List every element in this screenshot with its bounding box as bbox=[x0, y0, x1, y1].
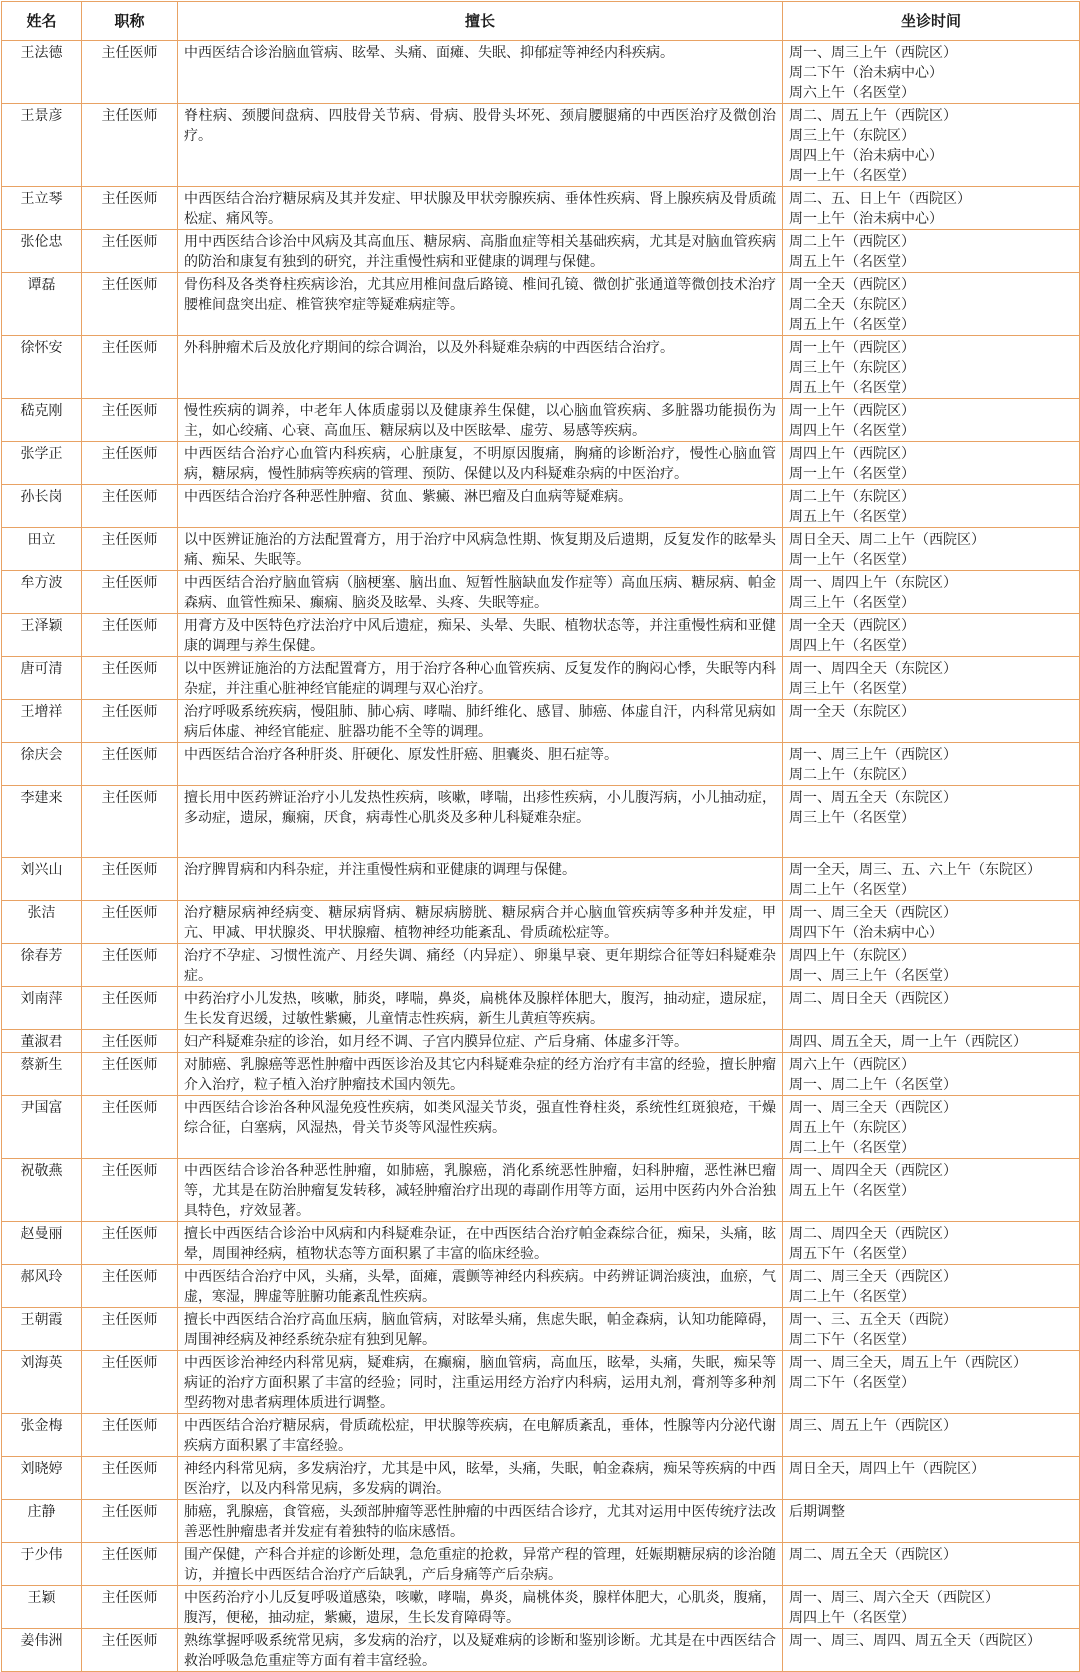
header-schedule: 坐诊时间 bbox=[783, 2, 1080, 41]
doctor-title: 主任医师 bbox=[82, 1414, 178, 1457]
table-row bbox=[2, 987, 1080, 1030]
schedule-line: 周二上午（西院区） bbox=[789, 234, 915, 250]
doctor-specialty: 中西医诊治神经内科常见病，疑难病，在癫痫，脑血管病，高血压，眩晕，头痛，失眠，痴呆等病证的治疗方面积累了丰富的经验；同时，注重运用经方治疗内科病，运用丸剂，膏剂等多种剂型药物对患者病理体质进行调整。 bbox=[178, 1351, 783, 1414]
table-row bbox=[2, 1053, 1080, 1096]
schedule-cell bbox=[783, 1629, 1080, 1672]
doctor-name: 唐可清 bbox=[2, 657, 82, 700]
doctor-title: 主任医师 bbox=[82, 230, 178, 273]
schedule-cell bbox=[783, 1030, 1080, 1053]
table-row bbox=[2, 901, 1080, 944]
doctor-title: 主任医师 bbox=[82, 399, 178, 442]
table-row bbox=[2, 399, 1080, 442]
table-row bbox=[2, 1222, 1080, 1265]
doctor-specialty: 中西医结合治疗中风，头痛，头晕，面瘫，震颤等神经内科疾病。中药辨证调治痰浊，血瘀，气虚，寒湿，脾虚等脏腑功能紊乱性疾病。 bbox=[178, 1265, 783, 1308]
doctor-name: 姜伟洲 bbox=[2, 1629, 82, 1672]
doctor-specialty: 中西医结合治疗各种恶性肿瘤、贫血、紫癜、淋巴瘤及白血病等疑难病。 bbox=[178, 485, 783, 528]
table-row bbox=[2, 1586, 1080, 1629]
schedule-line: 周二、周四全天（西院区） bbox=[789, 1226, 957, 1242]
doctor-name: 王颖 bbox=[2, 1586, 82, 1629]
schedule-line: 周二上午（东院区） bbox=[789, 767, 915, 783]
doctor-specialty: 用中西医结合诊治中风病及其高血压、糖尿病、高脂血症等相关基础疾病，尤其是对脑血管疾病的防治和康复有独到的研究，并注重慢性病和亚健康的调理与保健。 bbox=[178, 230, 783, 273]
schedule-line: 周一上午（名医堂） bbox=[789, 168, 915, 184]
schedule-line: 周一、周二上午（名医堂） bbox=[789, 1077, 957, 1093]
doctor-name: 徐春芳 bbox=[2, 944, 82, 987]
schedule-cell bbox=[783, 987, 1080, 1030]
schedule-cell bbox=[783, 1265, 1080, 1308]
schedule-line: 周日全天，周四上午（西院区） bbox=[789, 1461, 985, 1477]
schedule-line: 周一全天（西院区） bbox=[789, 618, 915, 634]
schedule-line: 周二下午（名医堂） bbox=[789, 1375, 915, 1391]
schedule-line: 周二上午（名医堂） bbox=[789, 1140, 915, 1156]
doctor-specialty: 中西医结合诊治各种风湿免疫性疾病，如类风湿关节炎，强直性脊柱炎，系统性红斑狼疮，干燥综合征，白塞病，风湿热，骨关节炎等风湿性疾病。 bbox=[178, 1096, 783, 1159]
doctor-name: 牟方波 bbox=[2, 571, 82, 614]
doctor-name: 刘兴山 bbox=[2, 858, 82, 901]
schedule-line: 周二上午（名医堂） bbox=[789, 1289, 915, 1305]
schedule-line: 周四上午（名医堂） bbox=[789, 1610, 915, 1626]
schedule-cell bbox=[783, 1457, 1080, 1500]
schedule-cell bbox=[783, 1500, 1080, 1543]
doctor-title: 主任医师 bbox=[82, 41, 178, 104]
doctor-specialty: 肺癌，乳腺癌，食管癌，头颈部肿瘤等恶性肿瘤的中西医结合诊疗，尤其对运用中医传统疗法改善恶性肿瘤患者并发症有着独特的临床感悟。 bbox=[178, 1500, 783, 1543]
schedule-cell bbox=[783, 1222, 1080, 1265]
doctor-specialty: 中西医结合诊治脑血管病、眩晕、头痛、面瘫、失眠、抑郁症等神经内科疾病。 bbox=[178, 41, 783, 104]
schedule-cell bbox=[783, 336, 1080, 399]
schedule-line: 周二、周五全天（西院区） bbox=[789, 1547, 957, 1563]
schedule-line: 周二、五、日上午（西院区） bbox=[789, 191, 971, 207]
doctor-name: 张伦忠 bbox=[2, 230, 82, 273]
schedule-line: 周一、周三、周四、周五全天（西院区） bbox=[789, 1633, 1041, 1649]
schedule-line: 周一、周三全天（西院区） bbox=[789, 905, 957, 921]
doctor-title: 主任医师 bbox=[82, 944, 178, 987]
doctor-title: 主任医师 bbox=[82, 858, 178, 901]
doctor-schedule-table bbox=[1, 1, 1080, 1672]
doctor-title: 主任医师 bbox=[82, 901, 178, 944]
doctor-name: 谭磊 bbox=[2, 273, 82, 336]
table-row bbox=[2, 1629, 1080, 1672]
schedule-cell bbox=[783, 1414, 1080, 1457]
schedule-line: 周三、周五上午（西院区） bbox=[789, 1418, 957, 1434]
doctor-name: 尹国富 bbox=[2, 1096, 82, 1159]
doctor-title: 主任医师 bbox=[82, 485, 178, 528]
doctor-title: 主任医师 bbox=[82, 1265, 178, 1308]
table-row bbox=[2, 104, 1080, 187]
table-row bbox=[2, 858, 1080, 901]
doctor-name: 孙长岗 bbox=[2, 485, 82, 528]
table-row bbox=[2, 700, 1080, 743]
doctor-title: 主任医师 bbox=[82, 1586, 178, 1629]
doctor-name: 王法德 bbox=[2, 41, 82, 104]
schedule-line: 周日全天、周二上午（西院区） bbox=[789, 532, 985, 548]
doctor-title: 主任医师 bbox=[82, 442, 178, 485]
table-body bbox=[2, 41, 1080, 1672]
table-row bbox=[2, 41, 1080, 104]
schedule-line: 周一、周三全天，周五上午（西院区） bbox=[789, 1355, 1027, 1371]
header-title: 职称 bbox=[82, 2, 178, 41]
doctor-specialty: 中西医结合治疗糖尿病，骨质疏松症，甲状腺等疾病，在电解质紊乱，垂体，性腺等内分泌代谢疾病方面积累了丰富经验。 bbox=[178, 1414, 783, 1457]
schedule-cell bbox=[783, 743, 1080, 786]
table-row bbox=[2, 1265, 1080, 1308]
schedule-line: 周一、周三、周六全天（西院区） bbox=[789, 1590, 999, 1606]
schedule-line: 周二全天（东院区） bbox=[789, 297, 915, 313]
doctor-specialty: 慢性疾病的调养，中老年人体质虚弱以及健康养生保健，以心脑血管疾病、多脏器功能损伤为主，如心绞痛、心衰、高血压、糖尿病以及中医眩晕、虚劳、易感等疾病。 bbox=[178, 399, 783, 442]
doctor-title: 主任医师 bbox=[82, 336, 178, 399]
schedule-line: 周五上午（名医堂） bbox=[789, 380, 915, 396]
schedule-cell bbox=[783, 41, 1080, 104]
table-row bbox=[2, 442, 1080, 485]
doctor-name: 嵇克刚 bbox=[2, 399, 82, 442]
table-row bbox=[2, 1457, 1080, 1500]
doctor-specialty: 熟练掌握呼吸系统常见病，多发病的治疗，以及疑难病的诊断和鉴别诊断。尤其是在中西医结合救治呼吸急危重症等方面有着丰富经验。 bbox=[178, 1629, 783, 1672]
doctor-name: 祝敬燕 bbox=[2, 1159, 82, 1222]
doctor-title: 主任医师 bbox=[82, 1543, 178, 1586]
doctor-name: 王立琴 bbox=[2, 187, 82, 230]
table-row bbox=[2, 944, 1080, 987]
doctor-title: 主任医师 bbox=[82, 1053, 178, 1096]
doctor-title: 主任医师 bbox=[82, 1030, 178, 1053]
schedule-line: 周六上午（名医堂） bbox=[789, 85, 915, 101]
schedule-line: 周二上午（名医堂） bbox=[789, 882, 915, 898]
schedule-cell bbox=[783, 1308, 1080, 1351]
doctor-specialty: 中药治疗小儿发热，咳嗽，肺炎，哮喘，鼻炎，扁桃体及腺样体肥大，腹泻，抽动症，遗尿症，生长发育迟缓，过敏性紫癜，儿童情志性疾病，新生儿黄疸等疾病。 bbox=[178, 987, 783, 1030]
schedule-cell bbox=[783, 528, 1080, 571]
schedule-line: 周一上午（治未病中心） bbox=[789, 211, 943, 227]
doctor-specialty: 妇产科疑难杂症的诊治，如月经不调、子宫内膜异位症、产后身痛、体虚多汗等。 bbox=[178, 1030, 783, 1053]
doctor-title: 主任医师 bbox=[82, 786, 178, 858]
table-row bbox=[2, 273, 1080, 336]
table-row bbox=[2, 1543, 1080, 1586]
schedule-line: 周三上午（东院区） bbox=[789, 128, 915, 144]
schedule-line: 周一、周三上午（西院区） bbox=[789, 747, 957, 763]
schedule-line: 周四上午（东院区） bbox=[789, 948, 915, 964]
table-row bbox=[2, 187, 1080, 230]
doctor-title: 主任医师 bbox=[82, 1351, 178, 1414]
table-row bbox=[2, 571, 1080, 614]
doctor-specialty: 治疗糖尿病神经病变、糖尿病肾病、糖尿病膀胱、糖尿病合并心脑血管疾病等多种并发症，甲亢、甲减、甲状腺炎、甲状腺瘤、植物神经功能紊乱、骨质疏松症等。 bbox=[178, 901, 783, 944]
schedule-cell bbox=[783, 230, 1080, 273]
doctor-specialty: 中医药治疗小儿反复呼吸道感染，咳嗽，哮喘，鼻炎，扁桃体炎，腺样体肥大，心肌炎，腹痛，腹泻，便秘，抽动症，紫癜，遗尿，生长发育障碍等。 bbox=[178, 1586, 783, 1629]
schedule-line: 周一、周三上午（西院区） bbox=[789, 45, 957, 61]
table-row bbox=[2, 1159, 1080, 1222]
schedule-line: 周三上午（名医堂） bbox=[789, 681, 915, 697]
doctor-name: 王泽颖 bbox=[2, 614, 82, 657]
schedule-cell bbox=[783, 657, 1080, 700]
schedule-cell bbox=[783, 700, 1080, 743]
doctor-specialty: 以中医辨证施治的方法配置膏方，用于治疗各种心血管疾病、反复发作的胸闷心悸，失眠等内科杂症，并注重心脏神经官能症的调理与双心治疗。 bbox=[178, 657, 783, 700]
schedule-line: 周四下午（治未病中心） bbox=[789, 925, 943, 941]
schedule-line: 周一、周三上午（名医堂） bbox=[789, 968, 957, 984]
schedule-line: 周一、周四全天（东院区） bbox=[789, 661, 957, 677]
doctor-title: 主任医师 bbox=[82, 571, 178, 614]
doctor-name: 赵曼丽 bbox=[2, 1222, 82, 1265]
schedule-line: 周六上午（西院区） bbox=[789, 1057, 915, 1073]
doctor-specialty: 擅长中西医结合诊治中风病和内科疑难杂证，在中西医结合治疗帕金森综合征，痴呆，头痛，眩晕，周围神经病，植物状态等方面积累了丰富的临床经验。 bbox=[178, 1222, 783, 1265]
table-row bbox=[2, 528, 1080, 571]
doctor-specialty: 用膏方及中医特色疗法治疗中风后遗症，痴呆、头晕、失眠、植物状态等，并注重慢性病和亚健康的调理与养生保健。 bbox=[178, 614, 783, 657]
schedule-line: 周一、周四上午（东院区） bbox=[789, 575, 957, 591]
doctor-name: 于少伟 bbox=[2, 1543, 82, 1586]
doctor-specialty: 中西医结合治疗糖尿病及其并发症、甲状腺及甲状旁腺疾病、垂体性疾病、肾上腺疾病及骨质疏松症、痛风等。 bbox=[178, 187, 783, 230]
doctor-title: 主任医师 bbox=[82, 700, 178, 743]
doctor-name: 董淑君 bbox=[2, 1030, 82, 1053]
schedule-line: 周一全天（西院区） bbox=[789, 277, 915, 293]
schedule-line: 周一、三、五全天（西院） bbox=[789, 1312, 957, 1328]
table-row bbox=[2, 1096, 1080, 1159]
schedule-cell bbox=[783, 1351, 1080, 1414]
doctor-title: 主任医师 bbox=[82, 1096, 178, 1159]
table-row bbox=[2, 743, 1080, 786]
doctor-specialty: 治疗呼吸系统疾病，慢阻肺、肺心病、哮喘、肺纤维化、感冒、肺癌、体虚自汗，内科常见病如病后体虚、神经官能症、脏器功能不全等的调理。 bbox=[178, 700, 783, 743]
schedule-cell bbox=[783, 442, 1080, 485]
doctor-specialty: 中西医结合治疗心血管内科疾病，心脏康复，不明原因腹痛，胸痛的诊断治疗，慢性心脑血管病，糖尿病，慢性肺病等疾病的管理、预防、保健以及内科疑难杂病的中医治疗。 bbox=[178, 442, 783, 485]
schedule-cell bbox=[783, 104, 1080, 187]
schedule-cell bbox=[783, 1053, 1080, 1096]
table-row bbox=[2, 786, 1080, 858]
doctor-name: 刘晓婷 bbox=[2, 1457, 82, 1500]
schedule-cell bbox=[783, 858, 1080, 901]
doctor-name: 田立 bbox=[2, 528, 82, 571]
doctor-name: 张洁 bbox=[2, 901, 82, 944]
schedule-line: 周一上午（名医堂） bbox=[789, 552, 915, 568]
doctor-name: 王景彦 bbox=[2, 104, 82, 187]
schedule-line: 周一全天（东院区） bbox=[789, 704, 915, 720]
doctor-title: 主任医师 bbox=[82, 1457, 178, 1500]
doctor-name: 庄静 bbox=[2, 1500, 82, 1543]
doctor-specialty: 外科肿瘤术后及放化疗期间的综合调治，以及外科疑难杂病的中西医结合治疗。 bbox=[178, 336, 783, 399]
table-row bbox=[2, 1414, 1080, 1457]
schedule-line: 周五上午（东院区） bbox=[789, 1120, 915, 1136]
doctor-name: 郝风玲 bbox=[2, 1265, 82, 1308]
doctor-specialty: 擅长中西医结合治疗高血压病，脑血管病，对眩晕头痛，焦虑失眠，帕金森病，认知功能障碍，周围神经病及神经系统杂症有独到见解。 bbox=[178, 1308, 783, 1351]
doctor-specialty: 骨伤科及各类脊柱疾病诊治，尤其应用椎间盘后路镜、椎间孔镜、微创扩张通道等微创技术治疗腰椎间盘突出症、椎管狭窄症等疑难病症等。 bbox=[178, 273, 783, 336]
schedule-line: 周一、周五全天（东院区） bbox=[789, 790, 957, 806]
doctor-name: 徐怀安 bbox=[2, 336, 82, 399]
table-row bbox=[2, 230, 1080, 273]
schedule-line: 周一、周三全天（西院区） bbox=[789, 1100, 957, 1116]
doctor-title: 主任医师 bbox=[82, 104, 178, 187]
schedule-cell bbox=[783, 1159, 1080, 1222]
doctor-name: 李建来 bbox=[2, 786, 82, 858]
schedule-cell bbox=[783, 187, 1080, 230]
doctor-title: 主任医师 bbox=[82, 187, 178, 230]
schedule-line: 周二上午（东院区） bbox=[789, 489, 915, 505]
schedule-line: 周四上午（西院区） bbox=[789, 446, 915, 462]
doctor-title: 主任医师 bbox=[82, 743, 178, 786]
table-row bbox=[2, 1351, 1080, 1414]
doctor-title: 主任医师 bbox=[82, 273, 178, 336]
schedule-cell bbox=[783, 1096, 1080, 1159]
table-row bbox=[2, 1308, 1080, 1351]
schedule-cell bbox=[783, 901, 1080, 944]
schedule-line: 周一全天，周三、五、六上午（东院区） bbox=[789, 862, 1041, 878]
doctor-title: 主任医师 bbox=[82, 1500, 178, 1543]
doctor-title: 主任医师 bbox=[82, 614, 178, 657]
schedule-line: 周三上午（东院区） bbox=[789, 360, 915, 376]
schedule-line: 周一、周四全天（西院区） bbox=[789, 1163, 957, 1179]
table-row bbox=[2, 485, 1080, 528]
doctor-specialty: 擅长用中医药辨证治疗小儿发热性疾病，咳嗽，哮喘，出疹性疾病，小儿腹泻病，小儿抽动症，多动症，遗尿，癫痫，厌食，病毒性心肌炎及多种儿科疑难杂症。 bbox=[178, 786, 783, 858]
doctor-title: 主任医师 bbox=[82, 1159, 178, 1222]
schedule-line: 周二、周三全天（西院区） bbox=[789, 1269, 957, 1285]
schedule-cell bbox=[783, 399, 1080, 442]
schedule-line: 周四上午（名医堂） bbox=[789, 423, 915, 439]
doctor-name: 徐庆会 bbox=[2, 743, 82, 786]
schedule-line: 周一上午（西院区） bbox=[789, 403, 915, 419]
table-row bbox=[2, 1030, 1080, 1053]
doctor-name: 张学正 bbox=[2, 442, 82, 485]
schedule-line: 周五下午（名医堂） bbox=[789, 1246, 915, 1262]
header-specialty: 擅长 bbox=[178, 2, 783, 41]
schedule-line: 周四上午（治未病中心） bbox=[789, 148, 943, 164]
schedule-line: 周四上午（名医堂） bbox=[789, 638, 915, 654]
doctor-title: 主任医师 bbox=[82, 1308, 178, 1351]
doctor-title: 主任医师 bbox=[82, 657, 178, 700]
doctor-specialty: 神经内科常见病，多发病治疗，尤其是中风，眩晕，头痛，失眠，帕金森病，痴呆等疾病的中西医治疗，以及内科常见病，多发病的调治。 bbox=[178, 1457, 783, 1500]
doctor-specialty: 治疗不孕症、习惯性流产、月经失调、痛经（内异症）、卵巢早衰、更年期综合征等妇科疑难杂症。 bbox=[178, 944, 783, 987]
doctor-specialty: 围产保健，产科合并症的诊断处理，急危重症的抢救，异常产程的管理，妊娠期糖尿病的诊治随访，并擅长中西医结合治疗产后缺乳，产后身痛等产后杂病。 bbox=[178, 1543, 783, 1586]
doctor-specialty: 对肺癌、乳腺癌等恶性肿瘤中西医诊治及其它内科疑难杂症的经方治疗有丰富的经验，擅长肿瘤介入治疗，粒子植入治疗肿瘤技术国内领先。 bbox=[178, 1053, 783, 1096]
schedule-line: 周五上午（名医堂） bbox=[789, 1183, 915, 1199]
doctor-title: 主任医师 bbox=[82, 1222, 178, 1265]
table-row bbox=[2, 614, 1080, 657]
doctor-name: 王增祥 bbox=[2, 700, 82, 743]
schedule-line: 周五上午（名医堂） bbox=[789, 509, 915, 525]
schedule-cell bbox=[783, 1543, 1080, 1586]
doctor-specialty: 脊柱病、颈腰间盘病、四肢骨关节病、骨病、股骨头坏死、颈肩腰腿痛的中西医治疗及微创治疗。 bbox=[178, 104, 783, 187]
schedule-cell bbox=[783, 571, 1080, 614]
schedule-line: 周二、周五上午（西院区） bbox=[789, 108, 957, 124]
schedule-cell bbox=[783, 786, 1080, 858]
schedule-cell bbox=[783, 944, 1080, 987]
schedule-line: 周二下午（名医堂） bbox=[789, 1332, 915, 1348]
doctor-name: 刘海英 bbox=[2, 1351, 82, 1414]
table-row bbox=[2, 657, 1080, 700]
schedule-cell bbox=[783, 485, 1080, 528]
schedule-line: 周五上午（名医堂） bbox=[789, 254, 915, 270]
doctor-specialty: 中西医结合诊治各种恶性肿瘤，如肺癌，乳腺癌，消化系统恶性肿瘤，妇科肿瘤，恶性淋巴瘤等，尤其是在防治肿瘤复发转移，减轻肿瘤治疗出现的毒副作用等方面，运用中医药内外合治独具特色，疗效显著。 bbox=[178, 1159, 783, 1222]
doctor-specialty: 中西医结合治疗各种肝炎、肝硬化、原发性肝癌、胆囊炎、胆石症等。 bbox=[178, 743, 783, 786]
schedule-line: 周二下午（治未病中心） bbox=[789, 65, 943, 81]
doctor-name: 王朝霞 bbox=[2, 1308, 82, 1351]
schedule-line: 周一上午（西院区） bbox=[789, 340, 915, 356]
doctor-title: 主任医师 bbox=[82, 987, 178, 1030]
doctor-specialty: 中西医结合治疗脑血管病（脑梗塞、脑出血、短暂性脑缺血发作症等）高血压病、糖尿病、帕金森病、血管性痴呆、癫痫、脑炎及眩晕、头疼、失眠等症。 bbox=[178, 571, 783, 614]
schedule-line: 后期调整 bbox=[789, 1504, 845, 1520]
schedule-line: 周三上午（名医堂） bbox=[789, 810, 915, 826]
schedule-cell bbox=[783, 1586, 1080, 1629]
doctor-specialty: 治疗脾胃病和内科杂症，并注重慢性病和亚健康的调理与保健。 bbox=[178, 858, 783, 901]
schedule-line: 周五上午（名医堂） bbox=[789, 317, 915, 333]
doctor-title: 主任医师 bbox=[82, 1629, 178, 1672]
table-row bbox=[2, 336, 1080, 399]
schedule-line: 周二、周日全天（西院区） bbox=[789, 991, 957, 1007]
doctor-title: 主任医师 bbox=[82, 528, 178, 571]
table-row bbox=[2, 1500, 1080, 1543]
doctor-name: 刘南萍 bbox=[2, 987, 82, 1030]
schedule-line: 周三上午（名医堂） bbox=[789, 595, 915, 611]
doctor-name: 蔡新生 bbox=[2, 1053, 82, 1096]
schedule-cell bbox=[783, 273, 1080, 336]
header-row bbox=[2, 2, 1080, 41]
doctor-specialty: 以中医辨证施治的方法配置膏方，用于治疗中风病急性期、恢复期及后遗期，反复发作的眩晕头痛、痴呆、失眠等。 bbox=[178, 528, 783, 571]
schedule-line: 周四、周五全天，周一上午（西院区） bbox=[789, 1034, 1027, 1050]
schedule-line: 周一上午（名医堂） bbox=[789, 466, 915, 482]
doctor-name: 张金梅 bbox=[2, 1414, 82, 1457]
schedule-cell bbox=[783, 614, 1080, 657]
header-name: 姓名 bbox=[2, 2, 82, 41]
